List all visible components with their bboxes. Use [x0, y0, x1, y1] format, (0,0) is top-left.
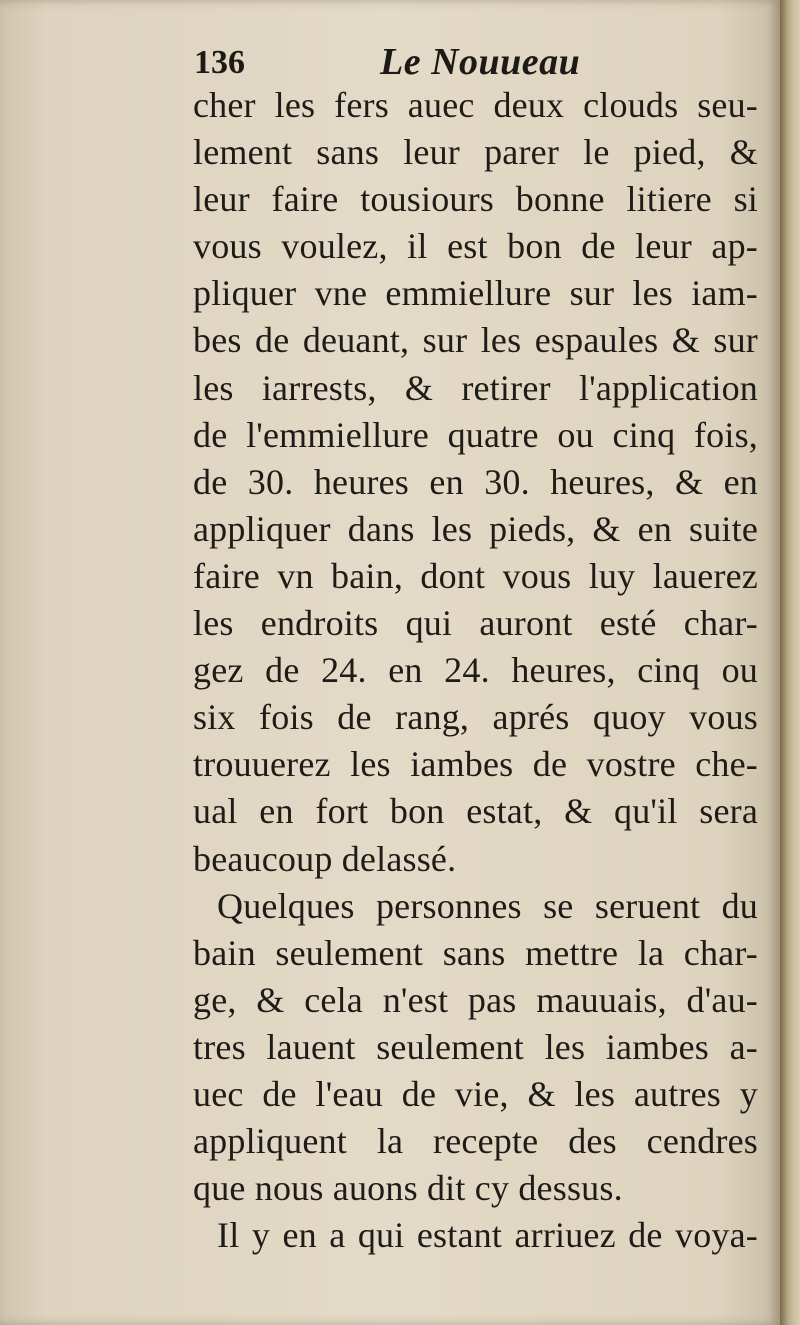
- page-number: 136: [194, 44, 245, 81]
- text-line: de l'emmiellure quatre ou cinq fois,: [193, 414, 758, 455]
- text-line: lement sans leur parer le pied, &: [193, 132, 758, 173]
- text-line: leur faire tousiours bonne litiere si: [193, 179, 758, 220]
- text-line: six fois de rang, aprés quoy vous: [193, 697, 758, 738]
- page-header: [194, 38, 754, 88]
- text-line: vous voulez, il est bon de leur ap-: [193, 226, 758, 267]
- text-line: bes de deuant, sur les espaules & sur: [193, 320, 758, 361]
- text-line: les iarrests, & retirer l'application: [193, 367, 758, 408]
- text-line: que nous auons dit cy dessus.: [193, 1168, 623, 1209]
- text-line: uec de l'eau de vie, & les autres y: [193, 1073, 758, 1114]
- text-line: gez de 24. en 24. heures, cinq ou: [193, 650, 758, 691]
- text-line: ual en fort bon estat, & qu'il sera: [193, 791, 758, 832]
- text-line: appliquer dans les pieds, & en suite: [193, 508, 758, 549]
- text-line: de 30. heures en 30. heures, & en: [193, 461, 758, 502]
- body-text: [193, 82, 758, 1259]
- text-line: pliquer vne emmiellure sur les iam-: [193, 273, 758, 314]
- text-line: beaucoup delassé.: [193, 838, 457, 879]
- paragraph-start-line: Quelques personnes se seruent du: [217, 885, 758, 926]
- page-edge: [780, 0, 800, 1325]
- text-line: trouuerez les iambes de vostre che-: [193, 744, 758, 785]
- text-line: tres lauent seulement les iambes a-: [193, 1026, 758, 1067]
- text-line: appliquent la recepte des cendres: [193, 1121, 758, 1162]
- running-title: Le Nouueau: [380, 41, 581, 83]
- text-line: bain seulement sans mettre la char-: [193, 932, 758, 973]
- paragraph-start-line: Il y en a qui estant arriuez de voya-: [217, 1215, 758, 1256]
- text-line: ge, & cela n'est pas mauuais, d'au-: [193, 979, 758, 1020]
- text-line: cher les fers auec deux clouds seu-: [193, 85, 758, 125]
- text-line: les endroits qui auront esté char-: [193, 603, 758, 644]
- text-line: faire vn bain, dont vous luy lauerez: [193, 555, 758, 596]
